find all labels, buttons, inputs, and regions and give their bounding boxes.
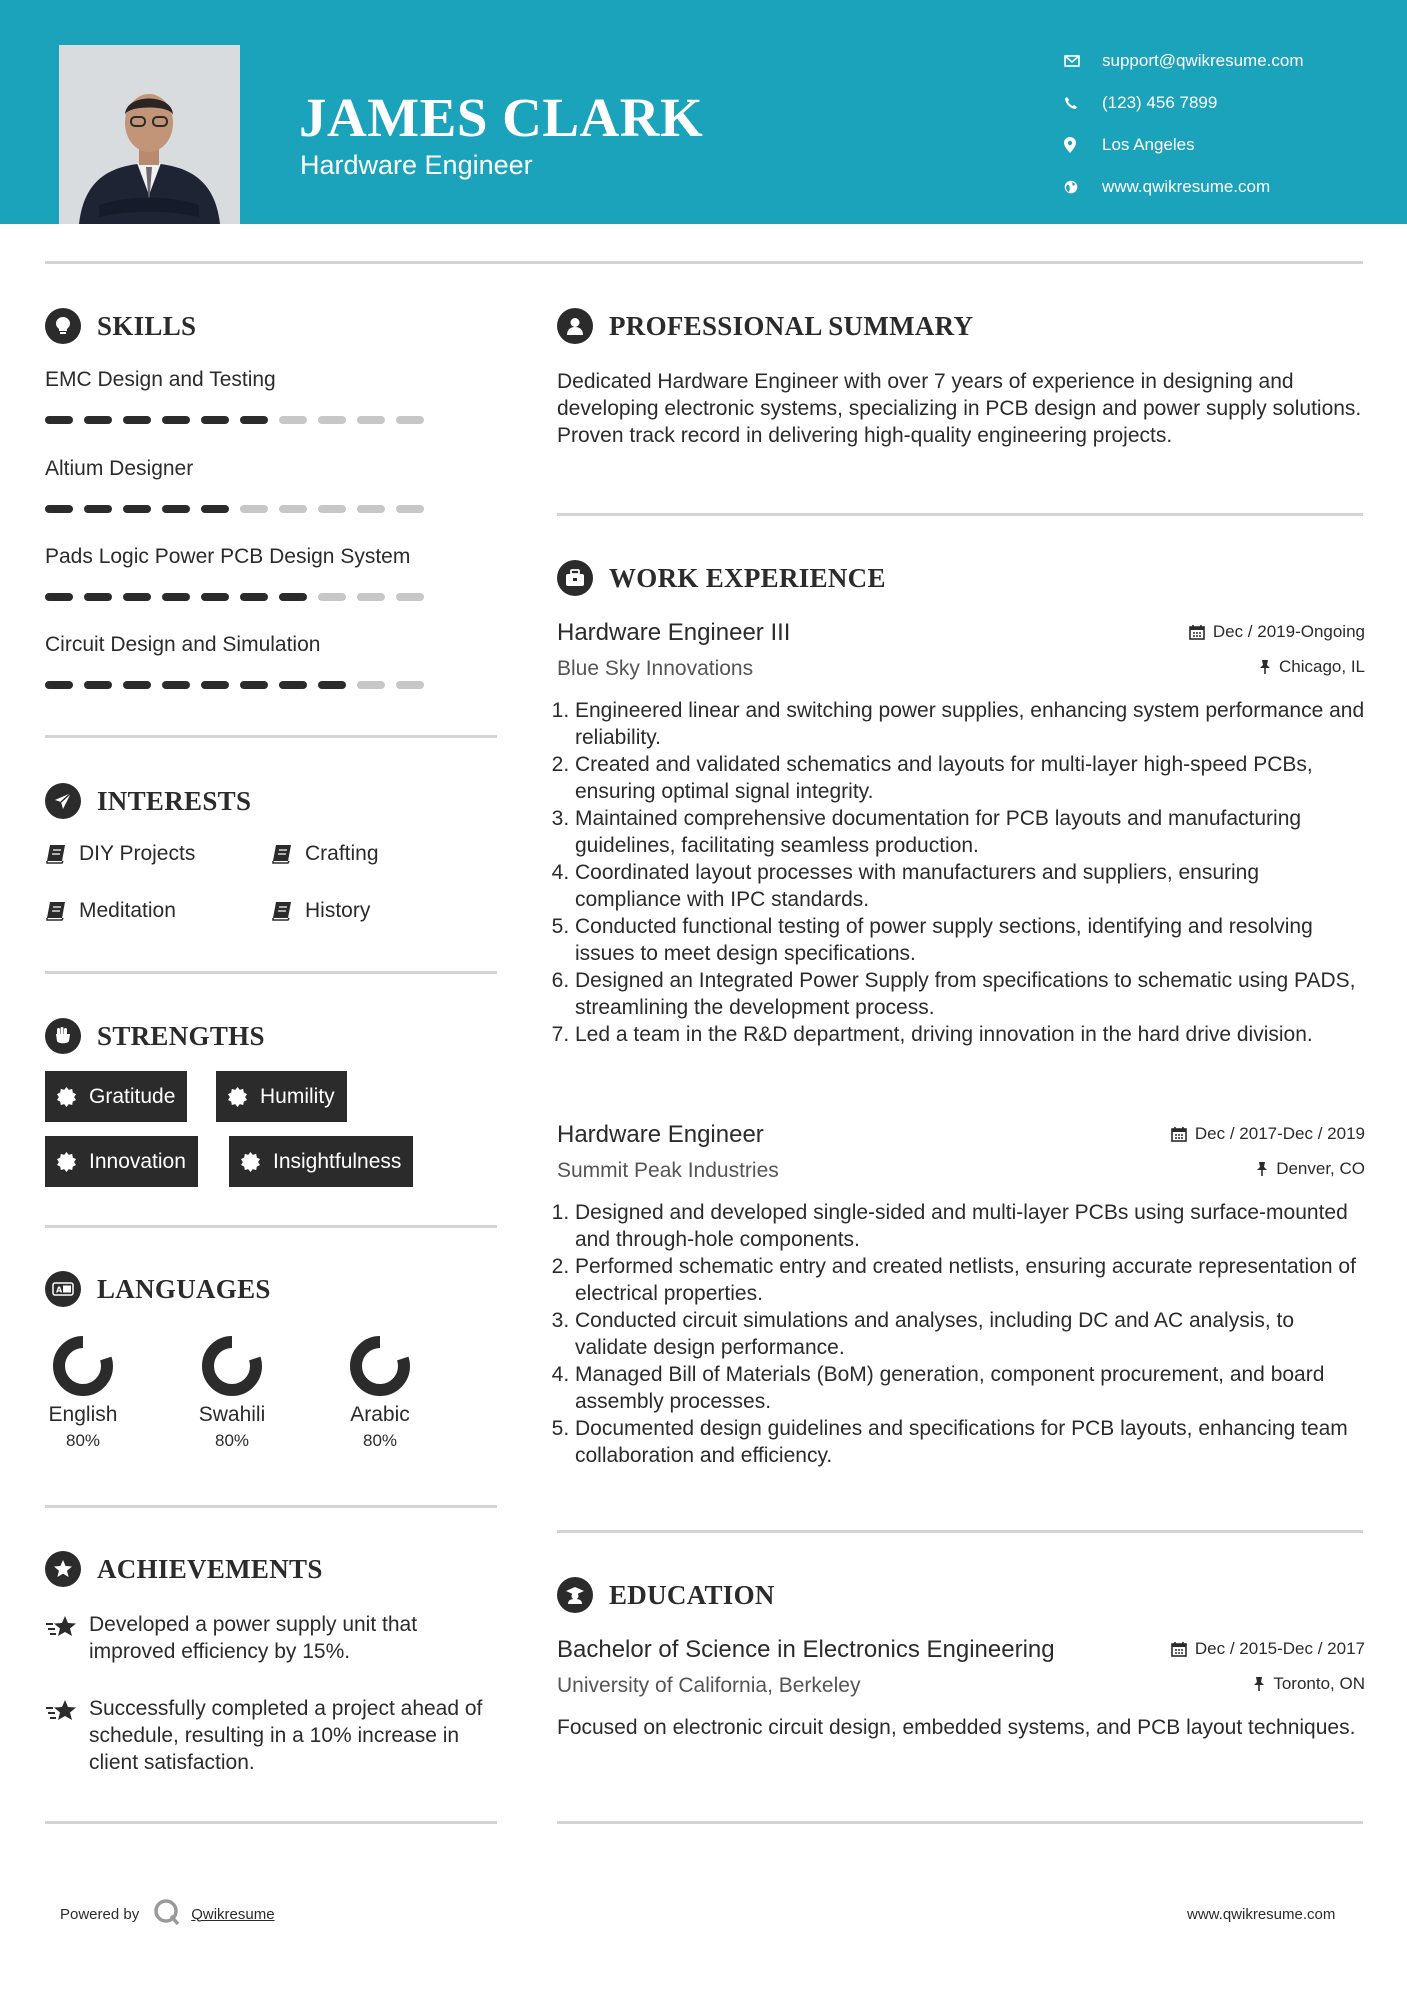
skill-level-bar xyxy=(45,593,465,601)
skill-item: Pads Logic Power PCB Design System xyxy=(45,545,465,601)
job-role: Hardware Engineer xyxy=(557,1121,764,1148)
skill-level-dot xyxy=(279,681,307,689)
language-level-ring xyxy=(52,1335,114,1397)
pushpin-icon xyxy=(1253,1676,1265,1692)
skill-level-dot xyxy=(45,593,73,601)
skill-level-dot xyxy=(201,681,229,689)
education-location: Toronto, ON xyxy=(1253,1674,1365,1694)
job-bullet: 5. Documented design guidelines and specifications for PCB layouts, enhancing team collaboration and efficiency. xyxy=(575,1415,1365,1469)
badge-icon xyxy=(228,1087,248,1107)
interest-item: Meditation xyxy=(45,899,176,923)
skill-level-dot xyxy=(357,681,385,689)
skill-level-dot xyxy=(84,505,112,513)
job-bullet: 1. Engineered linear and switching power supplies, enhancing system performance and reliability. xyxy=(575,697,1365,751)
job-role: Hardware Engineer III xyxy=(557,619,791,646)
profile-photo xyxy=(59,45,240,224)
strength-tag: Humility xyxy=(216,1071,347,1122)
user-icon xyxy=(557,308,593,344)
skill-level-dot xyxy=(123,681,151,689)
skill-item: Altium Designer xyxy=(45,457,465,513)
book-icon xyxy=(45,901,67,921)
book-icon xyxy=(271,844,293,864)
interest-item: Crafting xyxy=(271,842,379,866)
skill-level-dot xyxy=(45,505,73,513)
school: University of California, Berkeley xyxy=(557,1674,861,1697)
briefcase-icon xyxy=(557,560,593,596)
skill-level-bar xyxy=(45,505,465,513)
degree: Bachelor of Science in Electronics Engineering xyxy=(557,1636,1055,1663)
skill-level-dot xyxy=(162,593,190,601)
job-date: Dec / 2017-Dec / 2019 xyxy=(1171,1124,1365,1144)
calendar-icon xyxy=(1189,624,1205,640)
skill-level-dot xyxy=(396,416,424,424)
contact-phone[interactable]: (123) 456 7899 xyxy=(1064,82,1304,124)
job-bullets xyxy=(557,1199,1365,1469)
qwikresume-link[interactable]: Qwikresume xyxy=(191,1905,275,1923)
skill-level-dot xyxy=(240,681,268,689)
divider xyxy=(45,1821,497,1824)
job-bullets xyxy=(557,697,1365,1048)
contact-email[interactable]: support@qwikresume.com xyxy=(1064,40,1304,82)
achievements-heading: ACHIEVEMENTS xyxy=(45,1551,323,1587)
star-badge-icon xyxy=(45,1551,81,1587)
calendar-icon xyxy=(1171,1641,1187,1657)
graduate-icon xyxy=(557,1577,593,1613)
book-icon xyxy=(45,844,67,864)
footer-credit: Powered by Qwikresume xyxy=(60,1898,275,1930)
summary-text: Dedicated Hardware Engineer with over 7 years of experience in designing and developing electronic systems, specializing in PCB design and power supply solutions. Proven track record in delivering high-quality engineering projects. xyxy=(557,370,1362,447)
location-pin-icon xyxy=(1064,137,1090,153)
badge-icon xyxy=(57,1152,77,1172)
skill-level-dot xyxy=(84,416,112,424)
skill-level-dot xyxy=(279,593,307,601)
education-heading: EDUCATION xyxy=(557,1577,775,1613)
translate-icon xyxy=(45,1271,81,1307)
divider xyxy=(45,971,497,974)
skill-level-bar xyxy=(45,416,465,424)
job-location: Chicago, IL xyxy=(1259,657,1365,677)
skill-level-dot xyxy=(240,593,268,601)
skill-level-dot xyxy=(162,416,190,424)
strength-tag: Insightfulness xyxy=(229,1136,413,1187)
interest-item: DIY Projects xyxy=(45,842,195,866)
fist-icon xyxy=(45,1018,81,1054)
job-bullet: 1. Designed and developed single-sided and multi-layer PCBs using surface-mounted and through-hole components. xyxy=(575,1199,1365,1253)
skill-level-dot xyxy=(396,681,424,689)
skill-item: Circuit Design and Simulation xyxy=(45,633,465,689)
paper-plane-icon xyxy=(45,783,81,819)
skill-level-dot xyxy=(45,416,73,424)
job-entry xyxy=(557,619,1365,1048)
qwikresume-logo-icon xyxy=(153,1898,181,1930)
skill-level-dot xyxy=(84,681,112,689)
experience-heading: WORK EXPERIENCE xyxy=(557,560,886,596)
interest-item: History xyxy=(271,899,370,923)
skill-level-dot xyxy=(123,505,151,513)
divider xyxy=(45,735,497,738)
language-item: Swahili 80% xyxy=(182,1335,282,1451)
candidate-name: JAMES CLARK xyxy=(299,87,704,148)
job-company: Blue Sky Innovations xyxy=(557,657,754,680)
job-bullet: 3. Conducted circuit simulations and analyses, including DC and AC analysis, to validate design performance. xyxy=(575,1307,1365,1361)
achievement-item: Developed a power supply unit that improved efficiency by 15%. xyxy=(45,1611,485,1665)
skill-level-bar xyxy=(45,681,465,689)
skill-level-dot xyxy=(240,416,268,424)
envelope-icon xyxy=(1064,55,1090,67)
skill-level-dot xyxy=(45,681,73,689)
divider xyxy=(45,1225,497,1228)
strengths-heading: STRENGTHS xyxy=(45,1018,265,1054)
divider xyxy=(557,1821,1363,1824)
skill-level-dot xyxy=(162,681,190,689)
job-bullet: 2. Performed schematic entry and created netlists, ensuring accurate representation of electrical properties. xyxy=(575,1253,1365,1307)
job-bullet: 4. Managed Bill of Materials (BoM) generation, component procurement, and board assembly processes. xyxy=(575,1361,1365,1415)
divider xyxy=(45,1505,497,1508)
skill-level-dot xyxy=(396,505,424,513)
pushpin-icon xyxy=(1256,1161,1268,1177)
job-bullet: 2. Created and validated schematics and layouts for multi-layer high-speed PCBs, ensuring optimal signal integrity. xyxy=(575,751,1365,805)
strength-tag: Innovation xyxy=(45,1136,198,1187)
education-description: Focused on electronic circuit design, embedded systems, and PCB layout techniques. xyxy=(557,1716,1356,1739)
job-company: Summit Peak Industries xyxy=(557,1159,779,1182)
strength-tag: Gratitude xyxy=(45,1071,187,1122)
lightbulb-icon xyxy=(45,308,81,344)
skill-level-dot xyxy=(201,593,229,601)
contact-list xyxy=(1064,40,1304,208)
language-level-ring xyxy=(349,1335,411,1397)
skill-level-dot xyxy=(318,416,346,424)
language-level-ring xyxy=(201,1335,263,1397)
skill-level-dot xyxy=(318,593,346,601)
candidate-title: Hardware Engineer xyxy=(300,150,533,180)
job-date: Dec / 2019-Ongoing xyxy=(1189,622,1365,642)
skill-level-dot xyxy=(201,505,229,513)
contact-website[interactable]: www.qwikresume.com xyxy=(1064,166,1304,208)
star-icon xyxy=(45,1611,89,1665)
skill-item: EMC Design and Testing xyxy=(45,368,465,424)
job-bullet: 6. Designed an Integrated Power Supply from specifications to schematic using PADS, streamlining the development process. xyxy=(575,967,1365,1021)
globe-icon xyxy=(1064,180,1090,194)
divider xyxy=(557,513,1363,516)
summary-heading: PROFESSIONAL SUMMARY xyxy=(557,308,973,344)
skill-level-dot xyxy=(123,593,151,601)
skill-level-dot xyxy=(84,593,112,601)
job-bullet: 4. Coordinated layout processes with manufacturers and suppliers, ensuring compliance with IPC standards. xyxy=(575,859,1365,913)
language-item: Arabic 80% xyxy=(330,1335,430,1451)
skill-level-dot xyxy=(357,416,385,424)
skill-level-dot xyxy=(162,505,190,513)
interests-heading: INTERESTS xyxy=(45,783,251,819)
skills-heading: SKILLS xyxy=(45,308,196,344)
job-location: Denver, CO xyxy=(1256,1159,1365,1179)
skill-level-dot xyxy=(279,416,307,424)
education-entry xyxy=(557,1636,1365,1741)
badge-icon xyxy=(57,1087,77,1107)
header-banner xyxy=(0,0,1407,224)
footer-url[interactable]: www.qwikresume.com xyxy=(1187,1906,1336,1923)
job-bullet: 3. Maintained comprehensive documentation for PCB layouts and manufacturing guidelines, facilitating seamless production. xyxy=(575,805,1365,859)
calendar-icon xyxy=(1171,1126,1187,1142)
job-bullet: 7. Led a team in the R&D department, driving innovation in the hard drive division. xyxy=(575,1021,1365,1048)
phone-icon xyxy=(1064,96,1090,110)
skill-level-dot xyxy=(279,505,307,513)
language-item: English 80% xyxy=(33,1335,133,1451)
achievement-item: Successfully completed a project ahead of schedule, resulting in a 10% increase in client satisfaction. xyxy=(45,1695,485,1776)
job-bullet: 5. Conducted functional testing of power supply sections, identifying and resolving issues to meet design specifications. xyxy=(575,913,1365,967)
svg-text:A: A xyxy=(56,1285,63,1295)
skill-level-dot xyxy=(201,416,229,424)
skill-level-dot xyxy=(357,593,385,601)
skill-level-dot xyxy=(318,505,346,513)
contact-location: Los Angeles xyxy=(1064,124,1304,166)
job-entry xyxy=(557,1121,1365,1469)
skill-level-dot xyxy=(357,505,385,513)
pushpin-icon xyxy=(1259,659,1271,675)
badge-icon xyxy=(241,1152,261,1172)
divider xyxy=(557,1530,1363,1533)
skill-level-dot xyxy=(240,505,268,513)
book-icon xyxy=(271,901,293,921)
star-icon xyxy=(45,1695,89,1776)
education-date: Dec / 2015-Dec / 2017 xyxy=(1171,1639,1365,1659)
skill-level-dot xyxy=(318,681,346,689)
skill-level-dot xyxy=(123,416,151,424)
skill-level-dot xyxy=(396,593,424,601)
languages-heading: A LANGUAGES xyxy=(45,1271,271,1307)
divider xyxy=(45,261,1363,264)
